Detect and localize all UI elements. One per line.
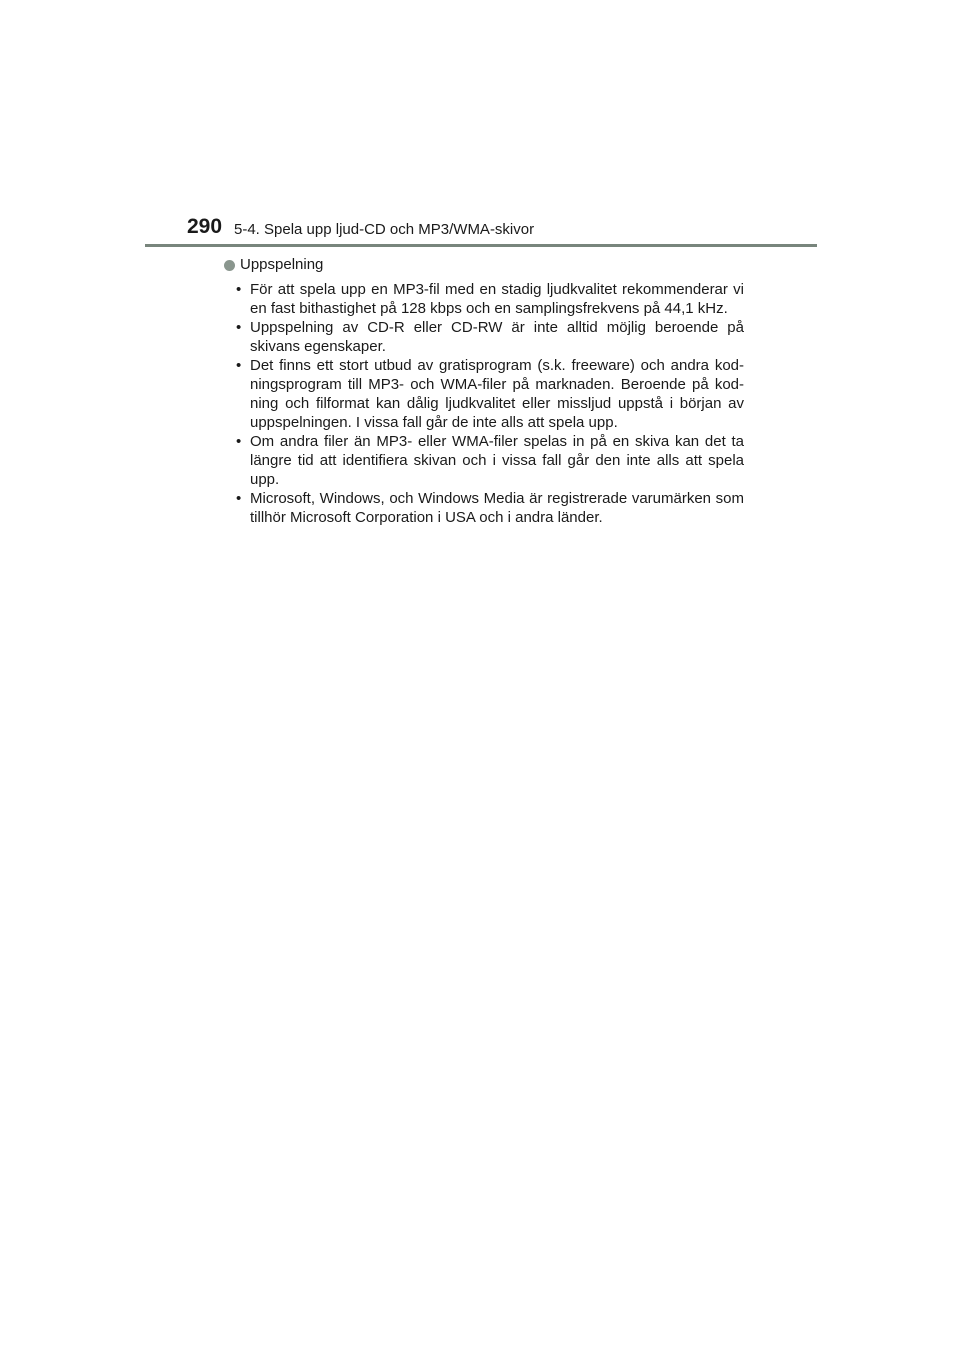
- list-item: [224, 432, 744, 489]
- playback-section: [224, 255, 744, 527]
- header-divider: [145, 244, 817, 247]
- section-heading-text: Uppspelning: [240, 256, 324, 273]
- bullet-marker: •: [236, 433, 242, 450]
- list-item-text: Microsoft, Windows, och Windows Media är registrerade varumärken som tillhör Microsoft Corporation i USA och i andra länder.: [250, 490, 744, 526]
- circle-bullet-icon: [224, 260, 235, 271]
- bullet-marker: •: [236, 281, 242, 298]
- section-title: 5-4. Spela upp ljud-CD och MP3/WMA-skivor: [234, 221, 535, 238]
- list-item-text: För att spela upp en MP3-fil med en stadig ljudkvalitet rekommenderar vi en fast bithastighet på 128 kbps och en samplingsfrekvens på 44,1 kHz.: [250, 281, 744, 317]
- bullet-list: [224, 280, 744, 527]
- list-item: [224, 280, 744, 318]
- page-number: 290: [187, 215, 223, 238]
- list-item: [224, 489, 744, 527]
- bullet-marker: •: [236, 319, 242, 336]
- section-heading: [224, 255, 744, 275]
- list-item-text: Om andra filer än MP3- eller WMA-filer spelas in på en skiva kan det ta längre tid att identifiera skivan och i vissa fall går den inte alls att spela upp.: [250, 433, 744, 488]
- list-item-text: Uppspelning av CD-R eller CD-RW är inte alltid möjlig beroende på skivans egenskaper.: [250, 319, 744, 355]
- list-item: [224, 356, 744, 432]
- list-item: [224, 318, 744, 356]
- list-item-text: Det finns ett stort utbud av gratisprogram (s.k. freeware) och andra kod-ningsprogram till MP3- och WMA-filer på marknaden. Beroende på kod-ning och filformat kan dålig ljudkvalitet eller missljud uppstå i början av uppspelningen. I vissa fall går de inte alls att spela upp.: [250, 357, 744, 431]
- bullet-marker: •: [236, 490, 242, 507]
- bullet-marker: •: [236, 357, 242, 374]
